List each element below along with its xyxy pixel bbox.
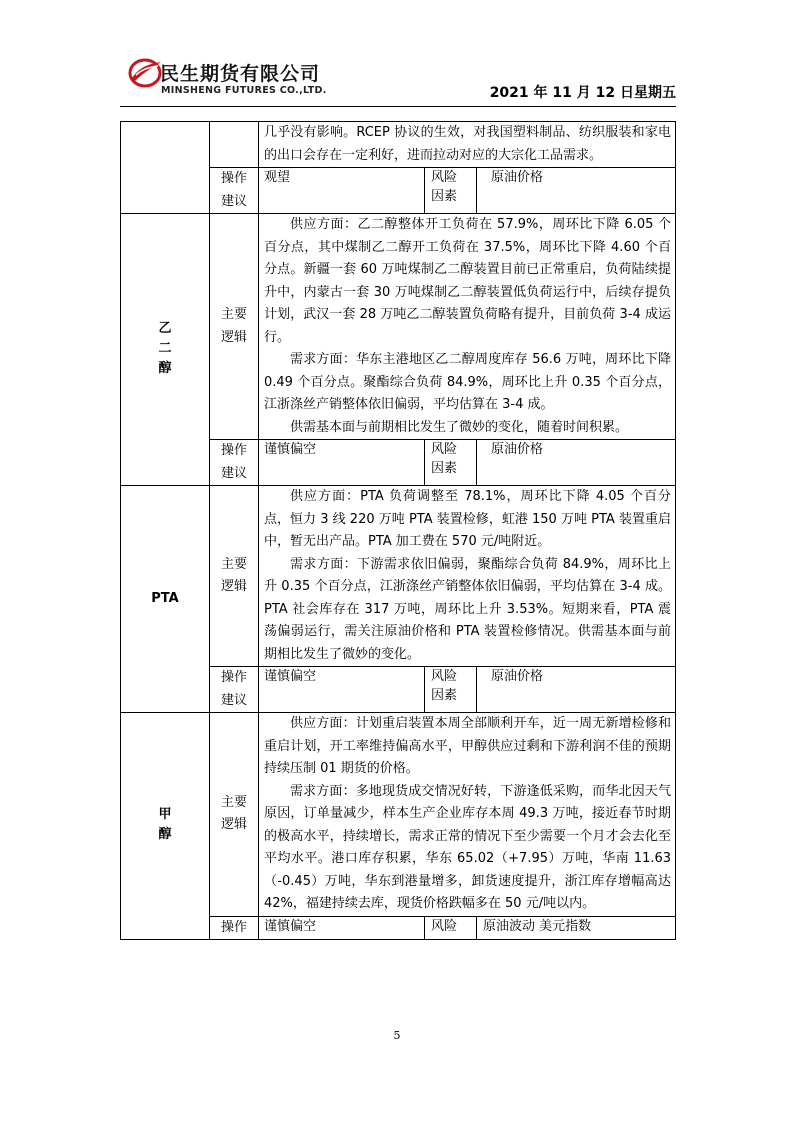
table-row	[121, 214, 676, 440]
category-cell-methanol	[121, 713, 210, 940]
op-value-cell: 谨慎偏空	[259, 667, 425, 713]
category-cell-meg	[121, 214, 210, 486]
logic-text-cell	[259, 486, 676, 667]
table-row	[121, 713, 676, 917]
risk-label-cell: 风险 因素	[425, 667, 477, 713]
op-label-cell: 操作 建议	[210, 667, 259, 713]
table-row	[121, 122, 676, 168]
report-date: 2021 年 11 月 12 日星期五	[489, 85, 676, 101]
risk-value-cell: 原油价格	[477, 667, 676, 713]
table-row	[121, 486, 676, 667]
op-value-cell: 谨慎偏空	[259, 916, 425, 940]
logic-text-cell	[259, 122, 676, 168]
logic-paragraph: 需求方面：多地现货成交情况好转，下游逢低采购，而华北因天气原因，订单量减少，样本生产企业库存本周 49.3 万吨，接近春节时期的极高水平，持续增长，需求正常的情况下至少需要一个月才会去化至平均水平。港口库存积累，华东 65.02（+7.95）万吨，华南 11.63（-0.45）万吨，华东到港量增多，卸货速度提升，浙江库存增幅高达 42%，福建持续去库，现货价格跌幅多在 50 元/吨以内。	[264, 783, 672, 911]
logic-text-cell	[259, 214, 676, 440]
risk-label-cell: 风险 因素	[425, 440, 477, 486]
logic-label-cell: 主要 逻辑	[210, 713, 259, 917]
company-name-cn: 民生期货有限公司	[160, 63, 321, 85]
logic-paragraph: 供应方面：PTA 负荷调整至 78.1%，周环比下降 4.05 个百分点，恒力 3 线 220 万吨 PTA 装置检修，虹港 150 万吨 PTA 装置重启中，暂无出产品。PTA 加工费在 570 元/吨附近。	[264, 489, 672, 549]
company-name-en: MINSHENG FUTURES CO.,LTD.	[161, 85, 327, 96]
logic-label-cell: 主要 逻辑	[210, 486, 259, 667]
category-label: 乙二醇	[158, 320, 172, 376]
category-label: 甲醇	[158, 807, 172, 843]
op-value-cell: 谨慎偏空	[259, 440, 425, 486]
logic-paragraph: 供需基本面与前期相比发生了微妙的变化，随着时间积累。	[290, 419, 629, 435]
header-divider	[120, 106, 676, 107]
risk-value-cell: 原油价格	[477, 440, 676, 486]
logic-label-cell-continued	[210, 122, 259, 168]
category-cell-pta	[121, 486, 210, 713]
op-label-cell: 操作 建议	[210, 440, 259, 486]
risk-value-cell: 原油波动 美元指数	[477, 916, 676, 940]
category-cell-continued	[121, 122, 210, 214]
logic-paragraph: 需求方面：下游需求依旧偏弱，聚酯综合负荷 84.9%，周环比上升 0.35 个百分点，江浙涤丝产销整体依旧偏弱，平均估算在 3-4 成。PTA 社会库存在 317 万吨，周环比上升 3.53%。短期来看，PTA 震荡偏弱运行，需关注原油价格和 PTA 装置检修情况。供需基本面与前期相比发生了微妙的变化。	[264, 556, 672, 662]
page-number: 5	[393, 1029, 401, 1042]
op-value-cell: 观望	[259, 168, 425, 214]
logic-label-cell: 主要 逻辑	[210, 214, 259, 440]
risk-label-cell: 风险 因素	[425, 168, 477, 214]
category-label: PTA	[151, 590, 179, 606]
logic-paragraph: 供应方面：乙二醇整体开工负荷在 57.9%，周环比下降 6.05 个百分点，其中煤制乙二醇开工负荷在 37.5%，周环比下降 4.60 个百分点。新疆一套 60 万吨煤制乙二醇装置目前已正常重启，负荷陆续提升中，内蒙古一套 30 万吨煤制乙二醇装置低负荷运行中，后续存提负计划，武汉一套 28 万吨乙二醇装置负荷略有提升，目前负荷 3-4 成运行。	[264, 217, 672, 345]
logic-paragraph: 供应方面：计划重启装置本周全部顺利开车，近一周无新增检修和重启计划，开工率维持偏高水平，甲醇供应过剩和下游利润不佳的预期持续压制 01 期货的价格。	[264, 716, 672, 776]
page-header	[120, 48, 676, 106]
logic-text-cell	[259, 713, 676, 917]
logic-paragraph: 几乎没有影响。RCEP 协议的生效，对我国塑料制品、纺织服装和家电的出口会存在一定利好，进而拉动对应的大宗化工品需求。	[264, 125, 672, 163]
analysis-table	[120, 121, 676, 940]
risk-value-cell: 原油价格	[477, 168, 676, 214]
logic-paragraph: 需求方面：华东主港地区乙二醇周度库存 56.6 万吨，周环比下降 0.49 个百分点。聚酯综合负荷 84.9%，周环比上升 0.35 个百分点，江浙涤丝产销整体依旧偏弱，平均估算在 3-4 成。	[264, 352, 672, 412]
risk-label-cell: 风险	[425, 916, 477, 940]
op-label-cell: 操作 建议	[210, 168, 259, 214]
minsheng-logo-icon	[128, 58, 162, 92]
op-label-cell: 操作	[210, 916, 259, 940]
